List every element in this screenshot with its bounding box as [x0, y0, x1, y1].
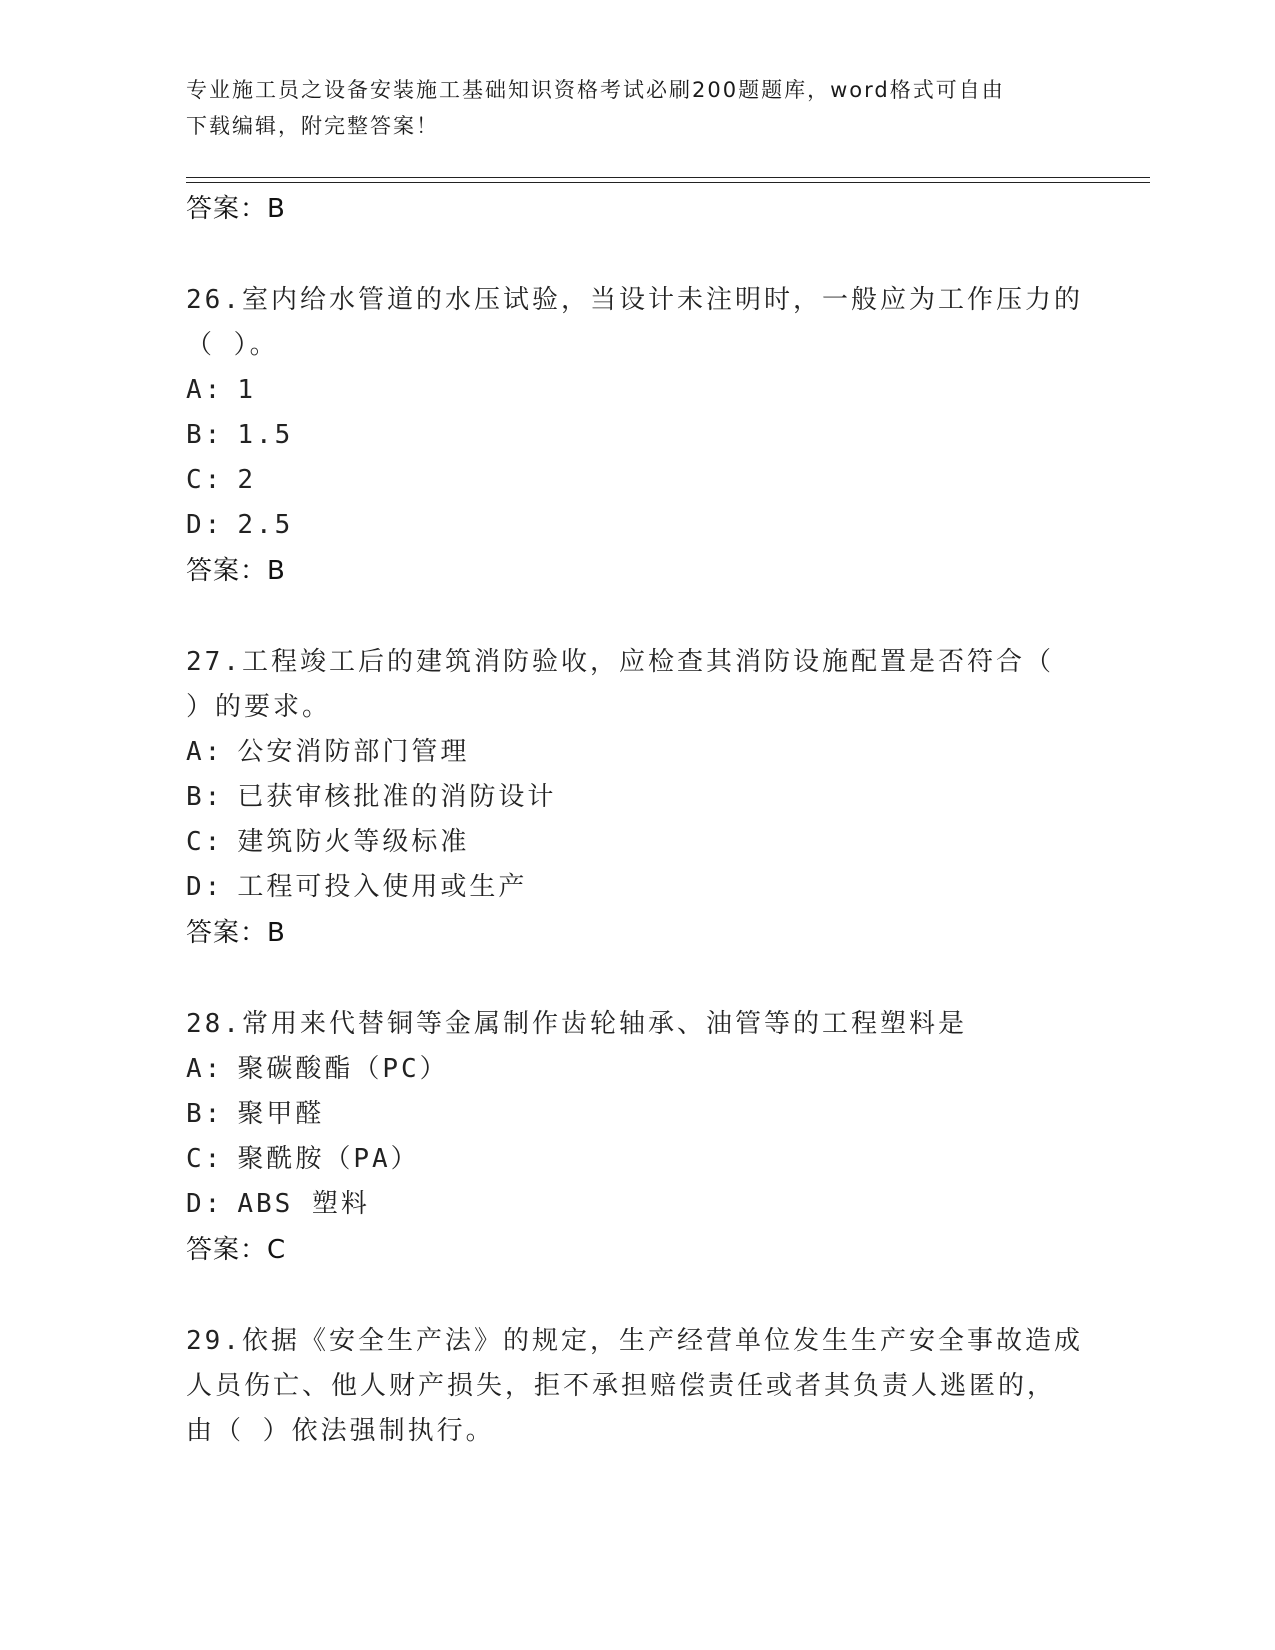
option-key: D: — [186, 510, 224, 540]
option-b — [186, 1092, 1086, 1137]
option-text: 建筑防火等级标准 — [237, 827, 470, 857]
question-29 — [186, 1319, 1086, 1454]
option-key: A: — [186, 737, 224, 767]
question-stem-line: 28.常用来代替铜等金属制作齿轮轴承、油管等的工程塑料是 — [186, 1009, 967, 1039]
option-key: A: — [186, 1054, 224, 1084]
option-a — [186, 730, 1086, 775]
question-stem-line: 27.工程竣工后的建筑消防验收，应检查其消防设施配置是否符合（ — [186, 647, 1054, 677]
spacer — [186, 232, 1086, 278]
option-text: 工程可投入使用或生产 — [237, 872, 528, 902]
option-key: C: — [186, 465, 224, 495]
option-key: C: — [186, 827, 224, 857]
option-a — [186, 368, 1086, 413]
question-stem-line: （ ）。 — [186, 330, 279, 360]
option-key: A: — [186, 375, 224, 405]
question-26 — [186, 278, 1086, 594]
option-key: D: — [186, 1189, 224, 1219]
header-title-line-2: 下载编辑，附完整答案！ — [186, 114, 439, 138]
question-27 — [186, 640, 1086, 956]
option-key: C: — [186, 1144, 224, 1174]
answer-previous: 答案：B — [186, 194, 286, 224]
option-text: 公安消防部门管理 — [237, 737, 470, 767]
answer: 答案：B — [186, 918, 286, 948]
question-stem-line: 人员伤亡、他人财产损失，拒不承担赔偿责任或者其负责人逃匿的， — [186, 1371, 1057, 1401]
spacer — [186, 1273, 1086, 1319]
option-d — [186, 1182, 1086, 1227]
option-text: 2 — [237, 465, 256, 495]
spacer — [186, 956, 1086, 1002]
answer: 答案：C — [186, 1235, 287, 1265]
option-text: 2.5 — [237, 510, 294, 540]
option-c — [186, 820, 1086, 865]
answer: 答案：B — [186, 556, 286, 586]
option-b — [186, 413, 1086, 458]
question-stem-line: 由（ ）依法强制执行。 — [186, 1416, 495, 1446]
question-stem-line: 26.室内给水管道的水压试验，当设计未注明时，一般应为工作压力的 — [186, 285, 1083, 315]
option-b — [186, 775, 1086, 820]
option-text: 已获审核批准的消防设计 — [237, 782, 557, 812]
option-d — [186, 865, 1086, 910]
option-d — [186, 503, 1086, 548]
option-text: 聚甲醛 — [237, 1099, 325, 1129]
option-text: 1.5 — [237, 420, 294, 450]
option-key: B: — [186, 420, 224, 450]
question-stem-line: 29.依据《安全生产法》的规定，生产经营单位发生生产安全事故造成 — [186, 1326, 1083, 1356]
option-text: 聚碳酸酯（PC） — [237, 1054, 449, 1084]
question-28 — [186, 1002, 1086, 1273]
header-divider-top — [186, 177, 1150, 178]
option-key: B: — [186, 782, 224, 812]
document-header — [186, 72, 1066, 144]
option-c — [186, 1137, 1086, 1182]
option-c — [186, 458, 1086, 503]
question-stem-line: ）的要求。 — [186, 692, 332, 722]
spacer — [186, 594, 1086, 640]
option-a — [186, 1047, 1086, 1092]
option-key: B: — [186, 1099, 224, 1129]
option-text: 1 — [237, 375, 256, 405]
option-text: 聚酰胺（PA） — [237, 1144, 420, 1174]
option-key: D: — [186, 872, 224, 902]
header-title-line-1: 专业施工员之设备安装施工基础知识资格考试必刷200题题库，word格式可自由 — [186, 78, 1005, 102]
header-divider-bottom — [186, 182, 1150, 183]
question-list — [186, 186, 1086, 1454]
option-text: ABS 塑料 — [237, 1189, 370, 1219]
